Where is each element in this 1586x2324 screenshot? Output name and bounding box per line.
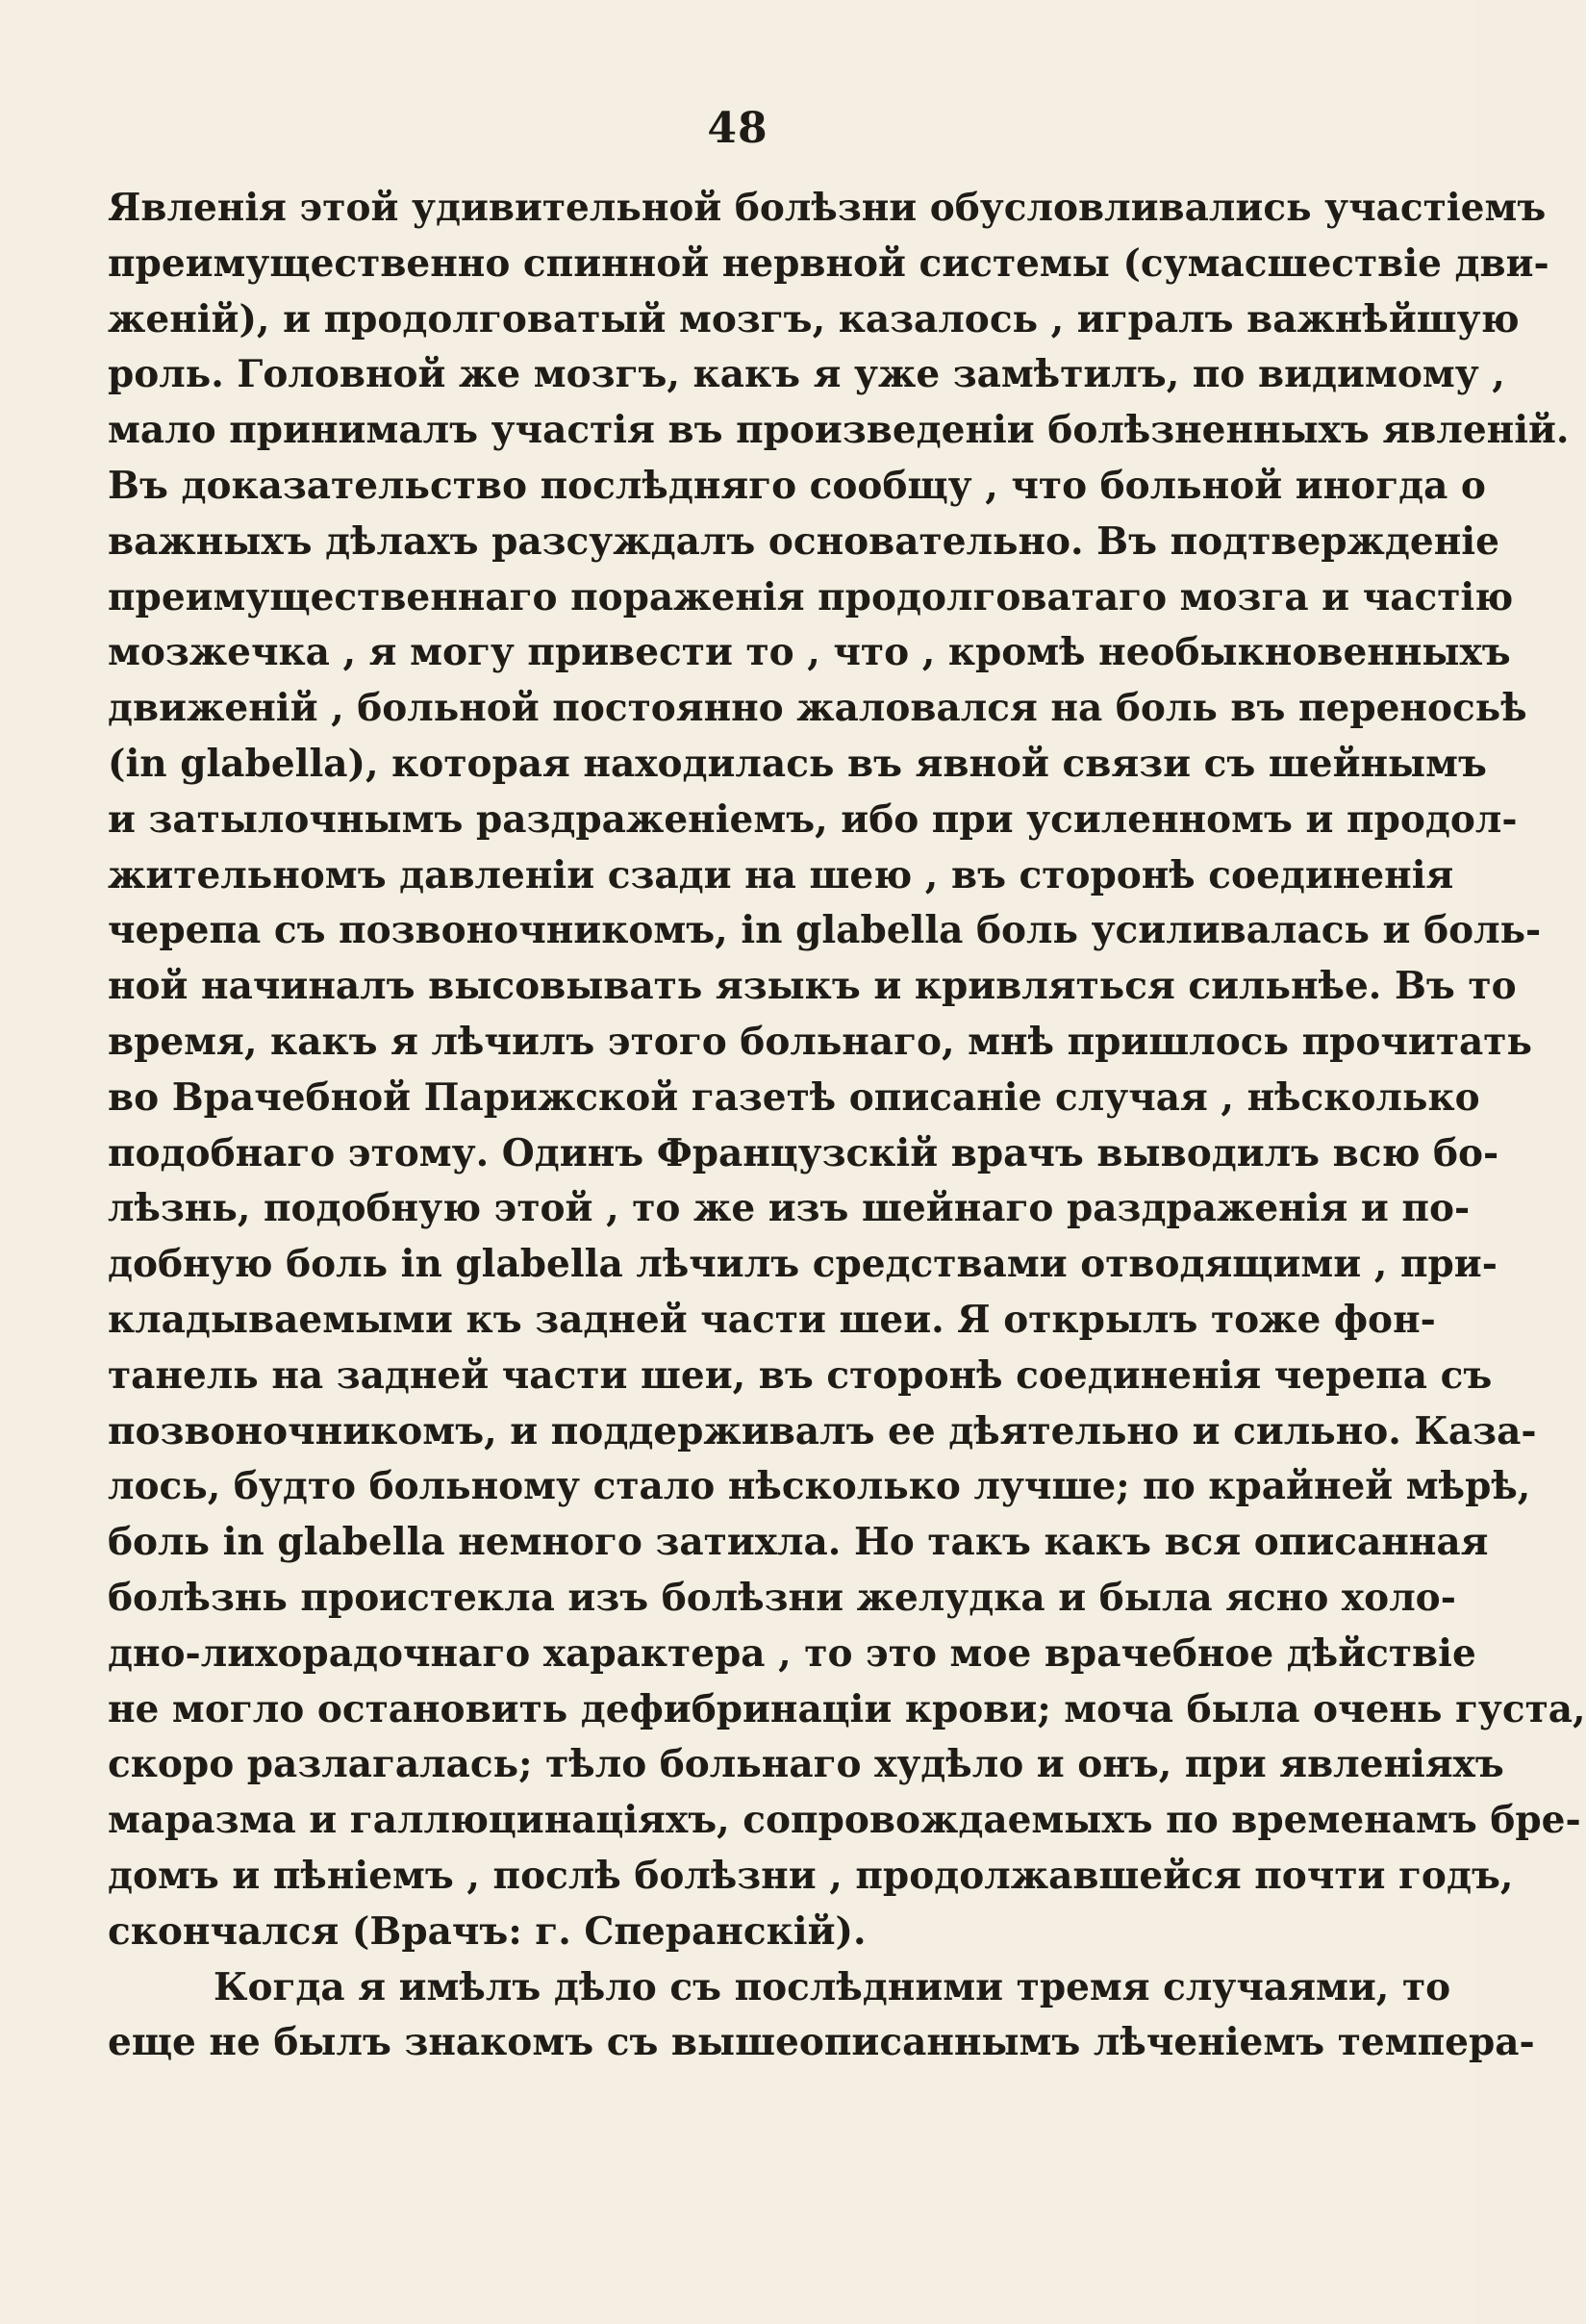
body-text — [108, 181, 1586, 2071]
text-line: жительномъ давленіи сзади на шею , въ сторонѣ соединенія — [108, 852, 1454, 897]
text-line: мозжечка , я могу привести то , что , кромѣ необыкновенныхъ — [108, 630, 1511, 675]
page-number: 48 — [707, 104, 768, 153]
text-line: еще не былъ знакомъ съ вышеописаннымъ лѣченіемъ темпера- — [108, 2020, 1535, 2065]
text-line: лось, будто больному стало нѣсколько лучше; по крайней мѣрѣ, — [108, 1464, 1531, 1509]
text-line: лѣзнь, подобную этой , то же изъ шейнаго раздраженія и по- — [108, 1186, 1471, 1231]
text-line: (in glabella), которая находилась въ явной связи съ шейнымъ — [108, 741, 1487, 786]
text-line: подобнаго этому. Одинъ Французскій врачъ выводилъ всю бо- — [108, 1130, 1499, 1175]
text-line: женій), и продолговатый мозгъ, казалось , игралъ важнѣйшую — [108, 296, 1520, 341]
text-line: боль in glabella немного затихла. Но такъ какъ вся описанная — [108, 1520, 1489, 1565]
text-line: роль. Головной же мозгъ, какъ я уже замѣтилъ, по видимому , — [108, 352, 1505, 397]
text-line: преимущественнаго пораженія продолговатаго мозга и частію — [108, 574, 1514, 619]
text-line: Въ доказательство послѣдняго сообщу , что больной иногда о — [108, 463, 1486, 508]
text-line-paragraph-start: Когда я имѣлъ дѣло съ послѣдними тремя случаями, то — [214, 1964, 1451, 2009]
text-line: кладываемыми къ задней части шеи. Я открылъ тоже фон- — [108, 1297, 1436, 1342]
text-line: и затылочнымъ раздраженіемъ, ибо при усиленномъ и продол- — [108, 796, 1518, 842]
text-line: скончался (Врачъ: г. Сперанскій). — [108, 1908, 867, 1954]
text-line: преимущественно спинной нервной системы (сумасшествіе дви- — [108, 240, 1549, 286]
text-line: движеній , больной постоянно жаловался на боль въ переносьѣ — [108, 686, 1527, 731]
text-line: домъ и пѣніемъ , послѣ болѣзни , продолжавшейся почти годъ, — [108, 1853, 1514, 1898]
text-line: не могло остановить дефибринаціи крови; моча была очень густа, — [108, 1686, 1586, 1731]
text-line: дно-лихорадочнаго характера , то это мое врачебное дѣйствіе — [108, 1630, 1476, 1676]
text-line: Явленія этой удивительной болѣзни обусловливались участіемъ — [108, 186, 1547, 230]
text-line: черепа съ позвоночникомъ, in glabella боль усиливалась и боль- — [108, 908, 1542, 953]
text-line: время, какъ я лѣчилъ этого больнаго, мнѣ пришлось прочитать — [108, 1019, 1532, 1064]
text-line: скоро разлагалась; тѣло больнаго худѣло и онъ, при явленіяхъ — [108, 1742, 1504, 1787]
text-line: позвоночникомъ, и поддерживалъ ее дѣятельно и сильно. Каза- — [108, 1408, 1537, 1453]
text-line: болѣзнь проистекла изъ болѣзни желудка и была ясно холо- — [108, 1575, 1456, 1620]
text-line: важныхъ дѣлахъ разсуждалъ основательно. Въ подтвержденіе — [108, 518, 1499, 564]
text-line: добную боль in glabella лѣчилъ средствами отводящими , при- — [108, 1242, 1498, 1287]
text-line: танель на задней части шеи, въ сторонѣ соединенія черепа съ — [108, 1352, 1493, 1398]
text-line: ной начиналъ высовывать языкъ и кривляться сильнѣе. Въ то — [108, 964, 1517, 1009]
text-line: мало принималъ участія въ произведеніи болѣзненныхъ явленій. — [108, 408, 1570, 453]
text-line: во Врачебной Парижской газетѣ описаніе случая , нѣсколько — [108, 1074, 1480, 1120]
text-line: маразма и галлюцинаціяхъ, сопровождаемыхъ по временамъ бре- — [108, 1798, 1581, 1843]
